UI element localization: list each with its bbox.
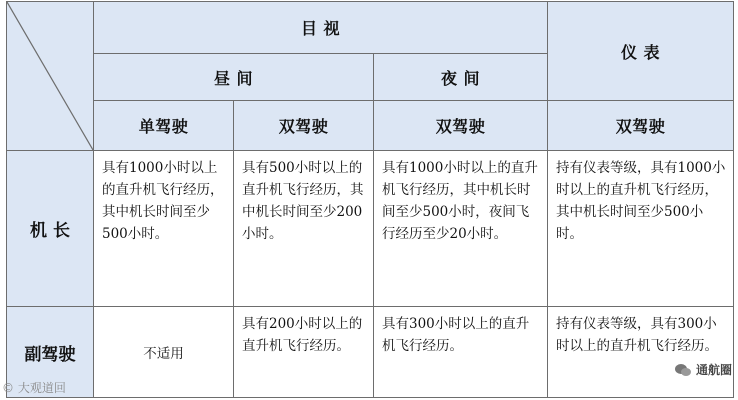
pilot-requirements-table — [6, 1, 734, 398]
copilot-dual-instrument: 持有仪表等级，具有300小时以上的直升机飞行经历。 — [548, 307, 734, 398]
copilot-single-day: 不适用 — [94, 307, 234, 398]
col-dual-pilot-night: 双驾驶 — [374, 101, 548, 151]
watermark-left: © 大观道回 — [2, 381, 66, 395]
col-dual-pilot-instrument: 双驾驶 — [548, 101, 734, 151]
watermark-right — [674, 361, 732, 378]
captain-dual-instrument: 持有仪表等级，具有1000小时以上的直升机飞行经历，其中机长时间至少500小时。 — [548, 151, 734, 307]
captain-dual-night: 具有1000小时以上的直升机飞行经历，其中机长时间至少500小时，夜间飞行经历至少20小时。 — [374, 151, 548, 307]
col-single-pilot: 单驾驶 — [94, 101, 234, 151]
col-dual-pilot-day: 双驾驶 — [234, 101, 374, 151]
row-label-copilot: 副驾驶 — [7, 307, 94, 398]
night-header: 夜 间 — [374, 54, 548, 101]
copilot-dual-day: 具有200小时以上的直升机飞行经历。 — [234, 307, 374, 398]
copilot-dual-night: 具有300小时以上的直升机飞行经历。 — [374, 307, 548, 398]
instrument-header: 仪 表 — [548, 2, 734, 101]
visual-header: 目 视 — [94, 2, 548, 54]
diagonal-line — [7, 2, 93, 150]
row-label-captain: 机 长 — [7, 151, 94, 307]
corner-cell — [7, 2, 94, 151]
wechat-icon — [674, 363, 692, 377]
captain-single-day: 具有1000小时以上的直升机飞行经历，其中机长时间至少500小时。 — [94, 151, 234, 307]
captain-dual-day: 具有500小时以上的直升机飞行经历，其中机长时间至少200小时。 — [234, 151, 374, 307]
watermark-right-label: 通航圈 — [695, 363, 732, 377]
day-header: 昼 间 — [94, 54, 374, 101]
